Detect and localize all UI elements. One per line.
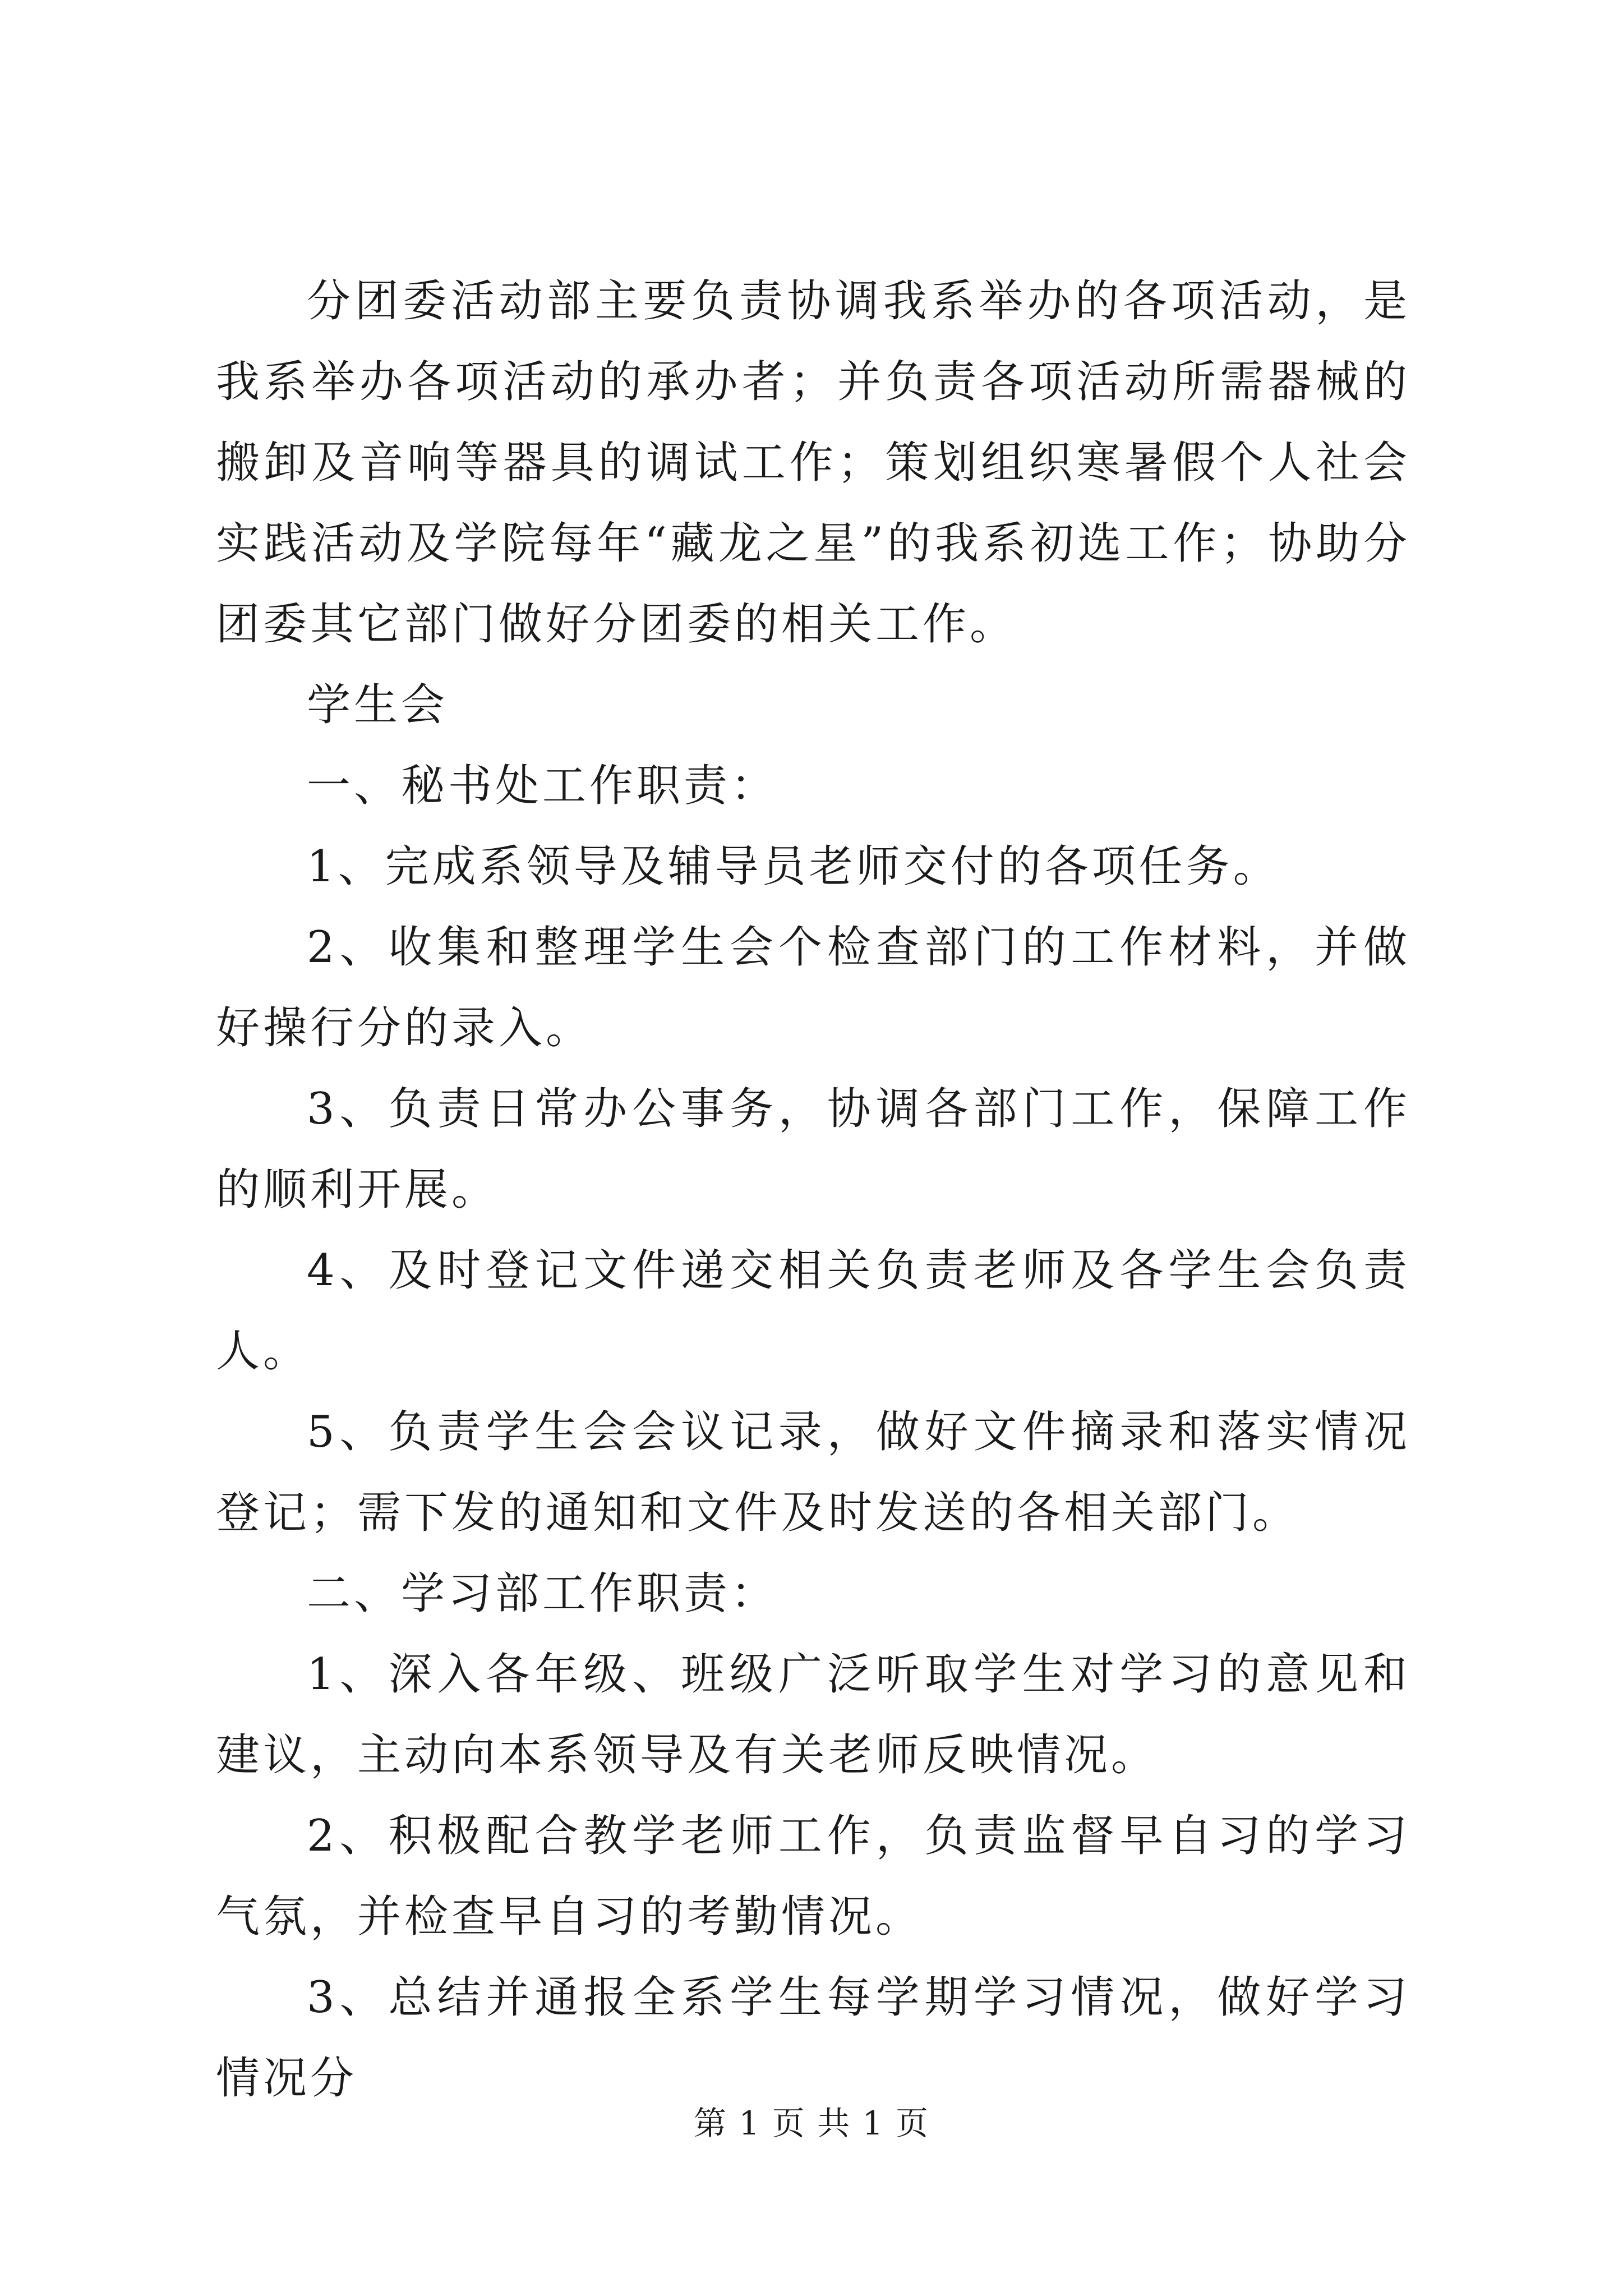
list-item: 1、完成系领导及辅导员老师交付的各项任务。	[307, 841, 1280, 892]
list-item: 1、深入各年级、班级广泛听取学生对学习的意见和建议，主动向本系领导及有关老师反映情况。	[216, 1649, 1410, 1780]
list-item: 2、积极配合教学老师工作，负责监督早自习的学习气氛，并检查早自习的考勤情况。	[216, 1811, 1410, 1942]
heading-student-union: 学生会	[307, 680, 449, 730]
list-item: 5、负责学生会会议记录，做好文件摘录和落实情况登记；需下发的通知和文件及时发送的各相关部门。	[216, 1407, 1410, 1538]
paragraph-activity-dept: 分团委活动部主要负责协调我系举办的各项活动，是我系举办各项活动的承办者；并负责各项活动所需器械的搬卸及音响等器具的调试工作；策划组织寒暑假个人社会实践活动及学院每年“藏龙之星”的我系初选工作；协助分团委其它部门做好分团委的相关工作。	[216, 276, 1410, 650]
list-item: 3、负责日常办公事务，协调各部门工作，保障工作的顺利开展。	[216, 1084, 1410, 1215]
heading-secretariat-duties: 一、秘书处工作职责：	[307, 761, 778, 811]
list-item: 4、及时登记文件递交相关负责老师及各学生会负责人。	[216, 1245, 1410, 1377]
page-footer: 第 1 页 共 1 页	[694, 2104, 929, 2142]
heading-study-dept-duties: 二、学习部工作职责：	[307, 1568, 778, 1619]
list-item: 3、总结并通报全系学生每学期学习情况，做好学习情况分	[216, 1972, 1410, 2104]
list-item: 2、收集和整理学生会个检查部门的工作材料，并做好操行分的录入。	[216, 922, 1410, 1053]
document-body	[216, 261, 1410, 2119]
